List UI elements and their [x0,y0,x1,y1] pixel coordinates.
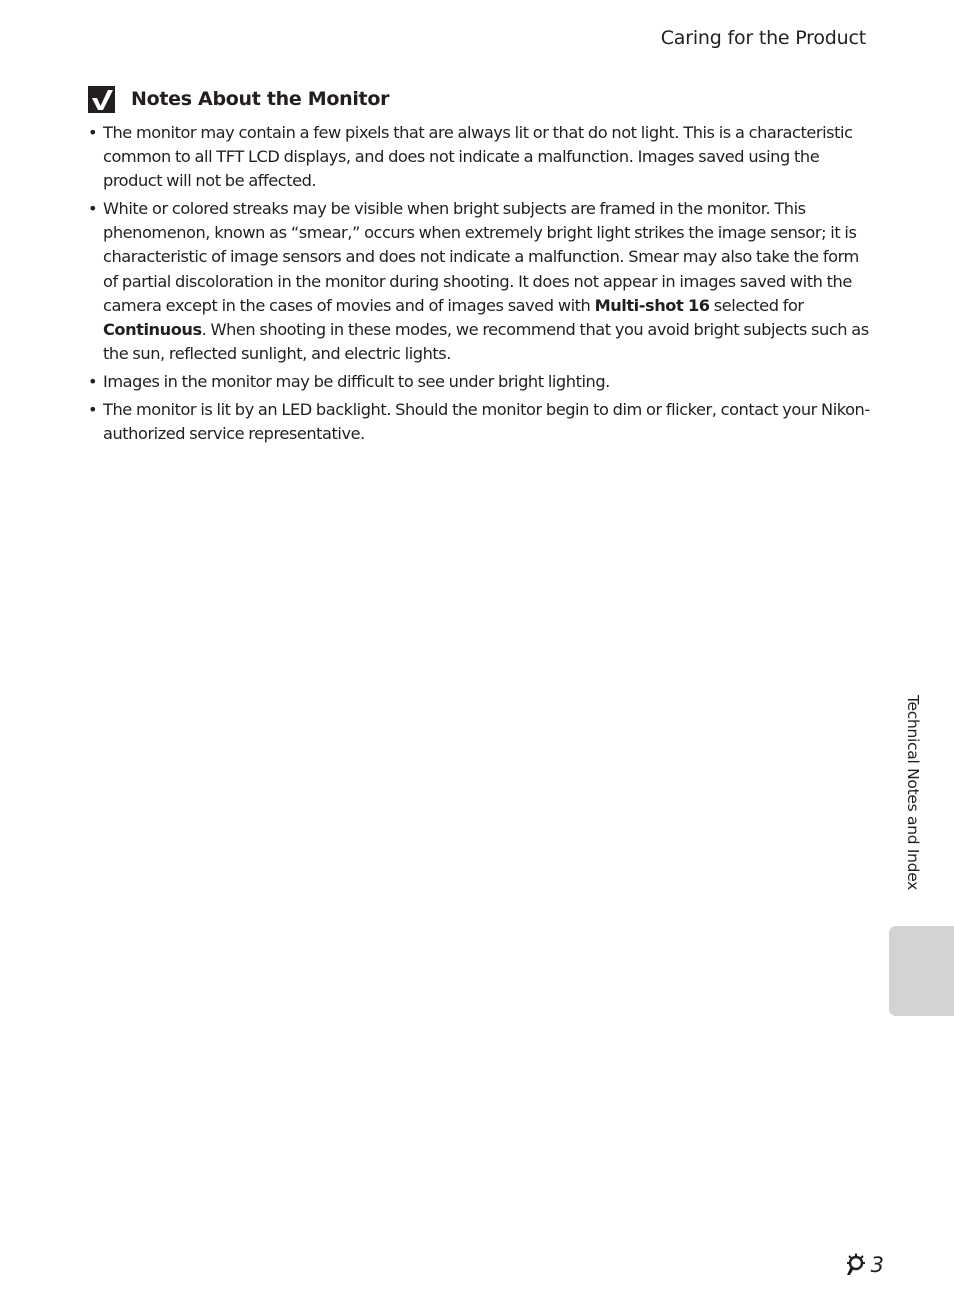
list-item [88,121,870,193]
technical-notes-icon [845,1252,871,1278]
note-text: Images in the monitor may be difficult to see under bright lighting. [103,371,610,391]
bold-term: Continuous [103,319,202,339]
checkmark-box-icon [88,86,115,113]
list-item [88,370,870,394]
note-text [103,199,869,363]
running-header: Caring for the Product [660,27,866,49]
note-text: The monitor may contain a few pixels that are always lit or that do not light. This is a characteristic common to all TFT LCD displays, and does not indicate a malfunction. Images saved using the product will not be affected. [103,123,853,191]
side-tab [889,926,954,1016]
note-text-part: White or colored streaks may be visible when bright subjects are framed in the monitor. This phenomenon, known as “smear,” occurs when extremely bright light strikes the image sensor; it is characteristic of image sensors and does not indicate a malfunction. Smear may also take the form of partial discoloration in the monitor during shooting. It does not appear in images saved with the camera except in the cases of movies and of images saved with [103,199,859,315]
notes-list [88,121,870,450]
bullet-marker: • [88,199,98,219]
note-text-part: selected for [709,295,804,315]
list-item [88,197,870,366]
note-text-part: . When shooting in these modes, we recommend that you avoid bright subjects such as the sun, reflected sunlight, and electric lights. [103,319,869,363]
bullet-marker: • [88,123,98,142]
side-tab-label: Technical Notes and Index [904,695,922,891]
note-text: The monitor is lit by an LED backlight. Should the monitor begin to dim or flicker, contact your Nikon-authorized service representative. [103,400,870,444]
section-heading [88,84,389,114]
bullet-marker: • [88,400,98,420]
page-number [845,1250,884,1280]
section-title: Notes About the Monitor [131,88,390,110]
list-item [88,398,870,446]
bullet-marker: • [88,371,98,391]
bold-term: Multi-shot 16 [594,295,710,315]
page-number-text: 3 [870,1253,884,1277]
